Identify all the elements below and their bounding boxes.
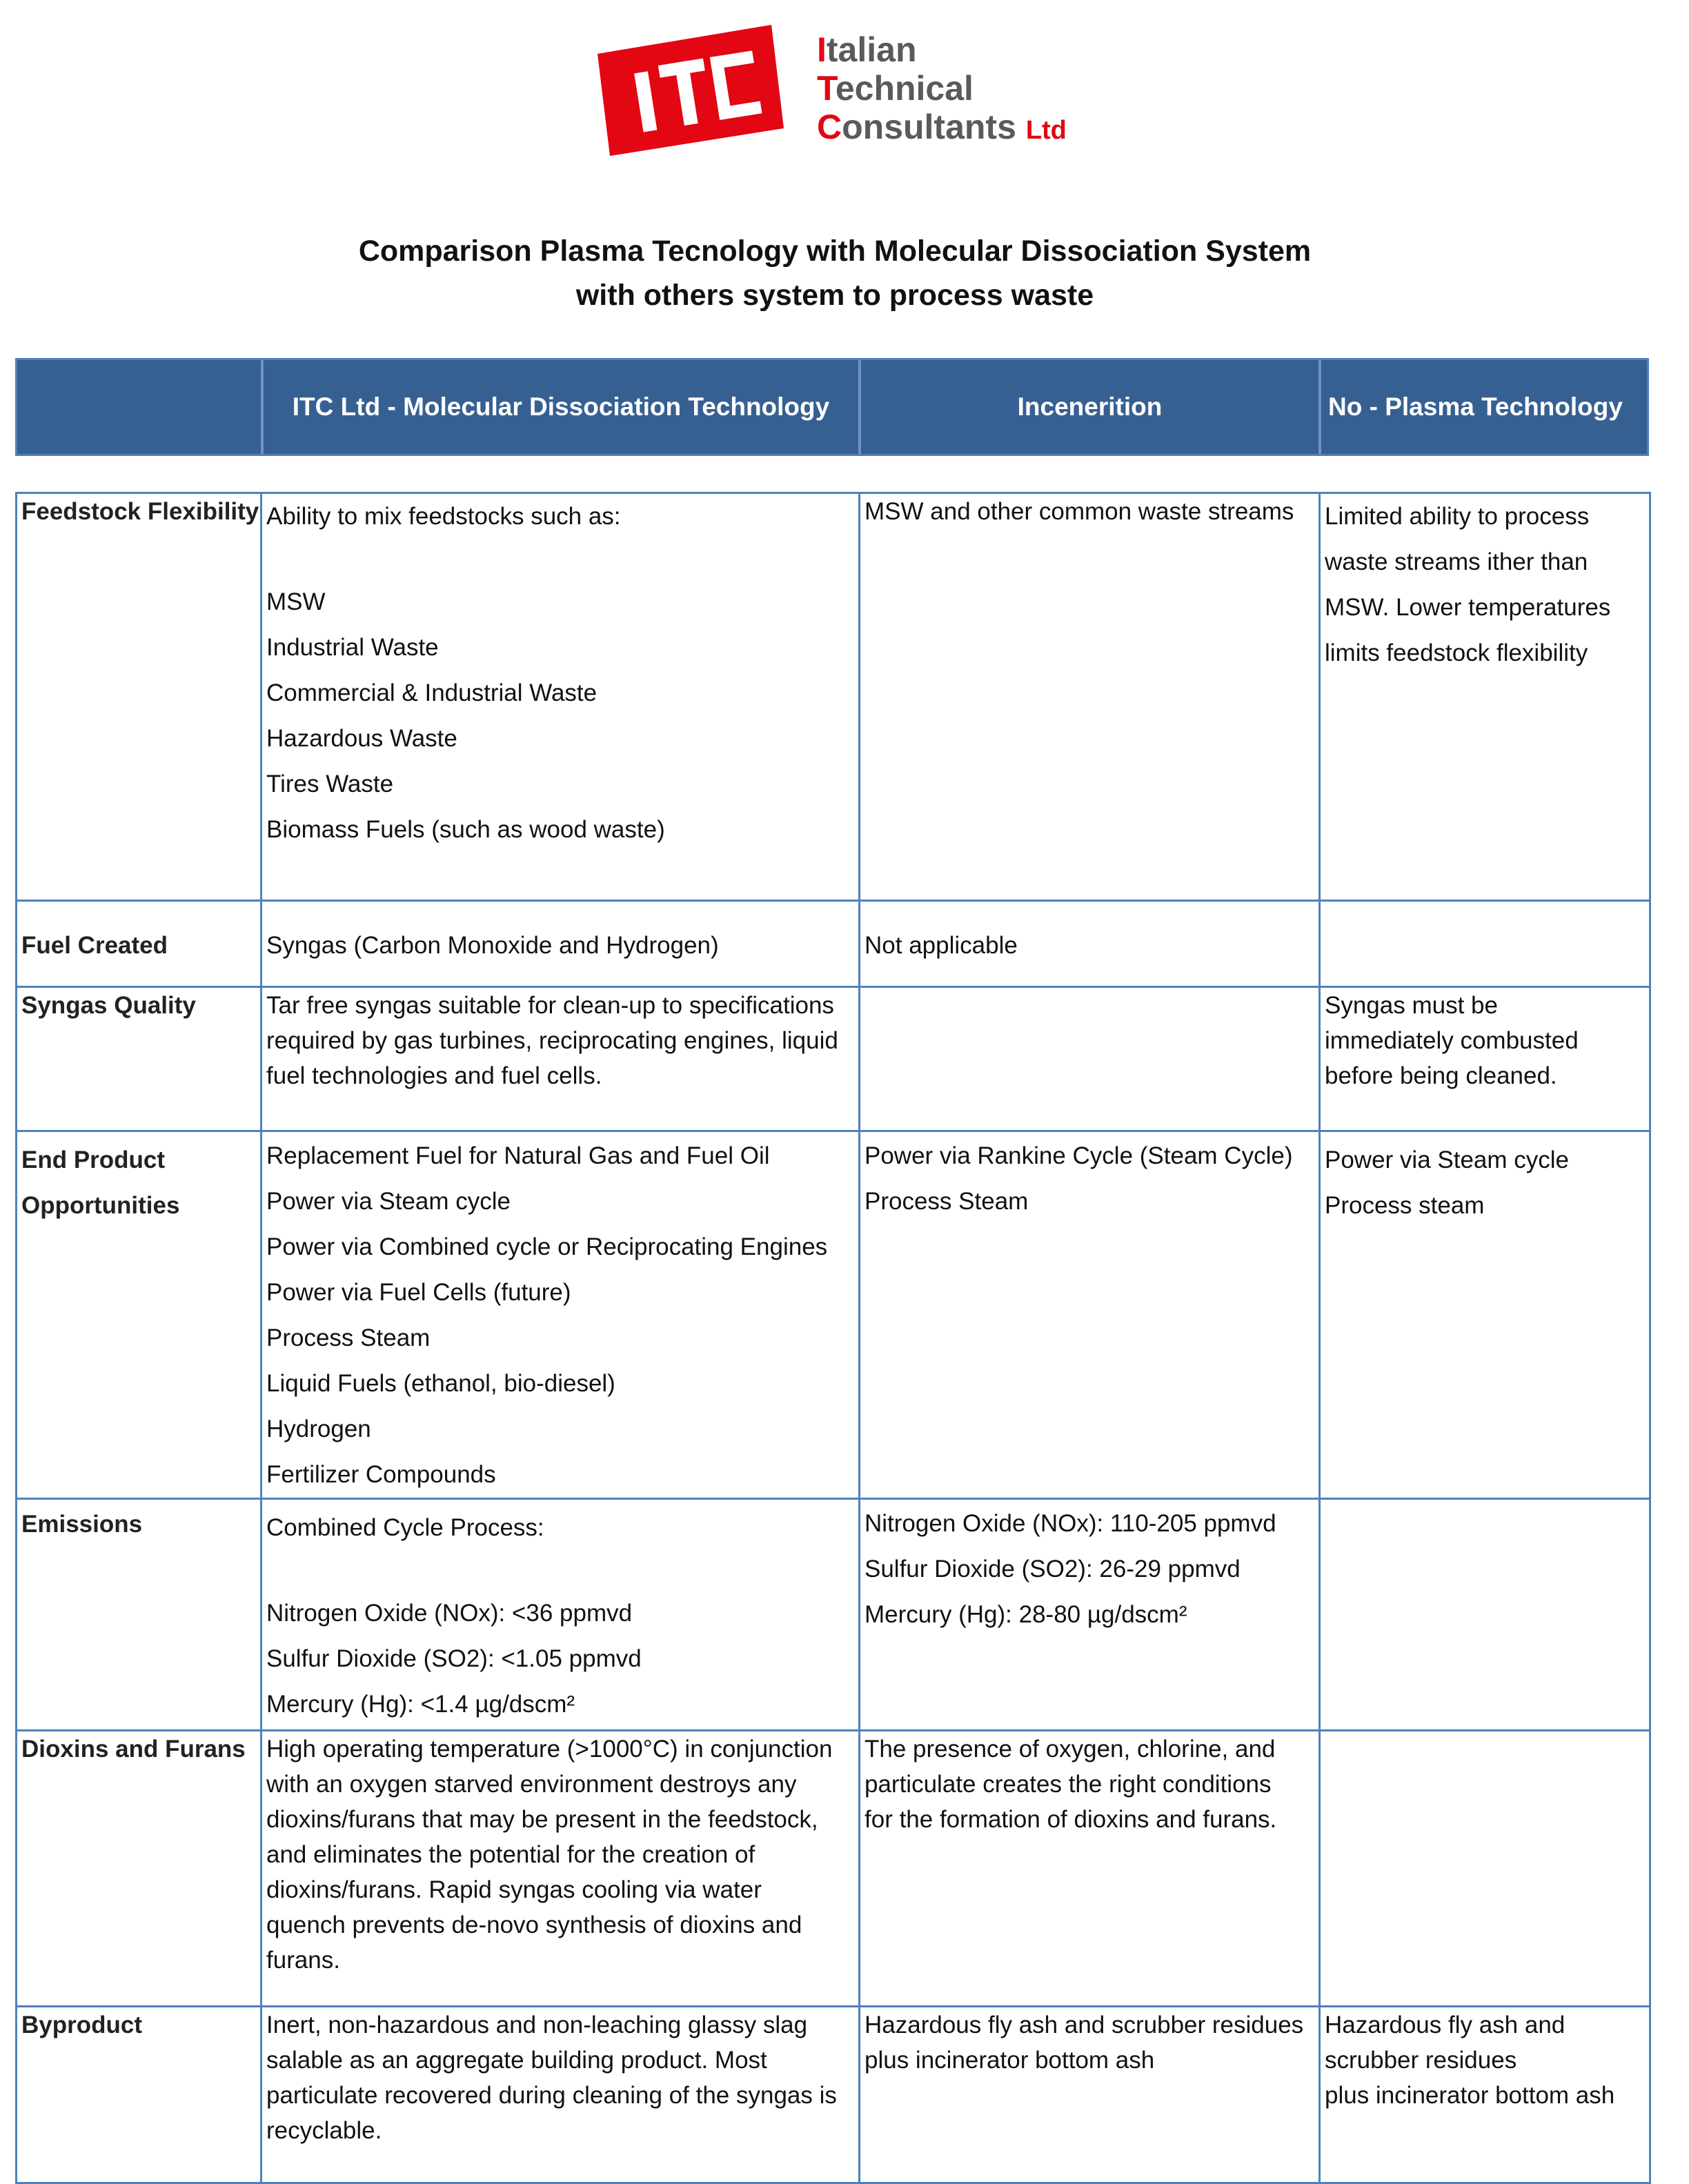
table-row <box>17 1131 1650 1499</box>
logo-line-consultants: Consultants Ltd <box>817 108 1067 146</box>
table-row <box>17 2007 1650 2183</box>
row-label-emissions: Emissions <box>17 1499 261 1731</box>
table-row <box>17 901 1650 987</box>
table-row <box>17 493 1650 901</box>
cell-incineration-syngas <box>860 987 1320 1131</box>
company-logo <box>597 25 1080 156</box>
document-title <box>0 229 1670 317</box>
comparison-table <box>15 492 1651 2184</box>
header-incineration: Incenerition <box>1017 393 1163 421</box>
row-label-end-product: End Product Opportunities <box>17 1131 261 1499</box>
cell-itc-dioxins: High operating temperature (>1000°C) in conjunction with an oxygen starved environment destroys any dioxins/furans that may be present in the feedstock, and eliminates the potential for the creation of dioxins/furans. Rapid syngas cooling via water quench prevents de-novo synthesis of dioxins and furans. <box>261 1731 860 2007</box>
cell-no-plasma-feedstock: Limited ability to process waste streams ither than MSW. Lower temperatures limits feedstock flexibility <box>1320 493 1650 901</box>
logo-line-technical: Technical <box>817 69 974 108</box>
table-row <box>17 1731 1650 2007</box>
logo-wordmark <box>817 30 1067 150</box>
cell-incineration-fuel: Not applicable <box>860 901 1320 987</box>
row-label-dioxins-furans: Dioxins and Furans <box>17 1731 261 2007</box>
cell-incineration-dioxins: The presence of oxygen, chlorine, and particulate creates the right conditions for the formation of dioxins and furans. <box>860 1731 1320 2007</box>
cell-incineration-emissions: Nitrogen Oxide (NOx): 110-205 ppmvd Sulfur Dioxide (SO2): 26-29 ppmvd Mercury (Hg): 28-80 µg/dscm² <box>860 1499 1320 1731</box>
cell-itc-byproduct: Inert, non-hazardous and non-leaching glassy slag salable as an aggregate building product. Most particulate recovered during cleaning of the syngas is recyclable. <box>261 2007 860 2183</box>
cell-incineration-byproduct: Hazardous fly ash and scrubber residues plus incinerator bottom ash <box>860 2007 1320 2183</box>
cell-itc-feedstock: Ability to mix feedstocks such as: MSW Industrial Waste Commercial & Industrial Waste Hazardous Waste Tires Waste Biomass Fuels (such as wood waste) <box>261 493 860 901</box>
table-row <box>17 987 1650 1131</box>
cell-no-plasma-byproduct: Hazardous fly ash and scrubber residues plus incinerator bottom ash <box>1320 2007 1650 2183</box>
header-itc-technology: ITC Ltd - Molecular Dissociation Technology <box>292 393 830 421</box>
cell-no-plasma-dioxins <box>1320 1731 1650 2007</box>
row-label-syngas-quality: Syngas Quality <box>17 987 261 1131</box>
row-label-byproduct: Byproduct <box>17 2007 261 2183</box>
cell-incineration-feedstock: MSW and other common waste streams <box>860 493 1320 901</box>
itc-logo-mark <box>597 25 784 156</box>
cell-itc-fuel: Syngas (Carbon Monoxide and Hydrogen) <box>261 901 860 987</box>
row-label-fuel-created: Fuel Created <box>17 901 261 987</box>
title-line-1: Comparison Plasma Tecnology with Molecular Dissociation System <box>358 235 1312 268</box>
table-header-bar <box>15 358 1649 456</box>
cell-no-plasma-emissions <box>1320 1499 1650 1731</box>
cell-no-plasma-syngas: Syngas must be immediately combusted before being cleaned. <box>1320 987 1650 1131</box>
logo-line-italian: Italian <box>817 30 917 69</box>
cell-no-plasma-end-product: Power via Steam cycle Process steam <box>1320 1131 1650 1499</box>
cell-itc-syngas: Tar free syngas suitable for clean-up to specifications required by gas turbines, reciprocating engines, liquid fuel technologies and fuel cells. <box>261 987 860 1131</box>
cell-itc-emissions: Combined Cycle Process: Nitrogen Oxide (NOx): <36 ppmvd Sulfur Dioxide (SO2): <1.05 ppmvd Mercury (Hg): <1.4 µg/dscm² <box>261 1499 860 1731</box>
cell-incineration-end-product: Power via Rankine Cycle (Steam Cycle) Process Steam <box>860 1131 1320 1499</box>
table-row <box>17 1499 1650 1731</box>
title-line-2: with others system to process waste <box>575 279 1094 312</box>
header-no-plasma: No - Plasma Technology <box>1328 393 1623 421</box>
cell-itc-end-product: Replacement Fuel for Natural Gas and Fuel Oil Power via Steam cycle Power via Combined cycle or Reciprocating Engines Power via Fuel Cells (future) Process Steam Liquid Fuels (ethanol, bio-diesel) Hydrogen Fertilizer Compounds <box>261 1131 860 1499</box>
row-label-feedstock-flexibility: Feedstock Flexibility <box>17 493 261 901</box>
cell-no-plasma-fuel <box>1320 901 1650 987</box>
